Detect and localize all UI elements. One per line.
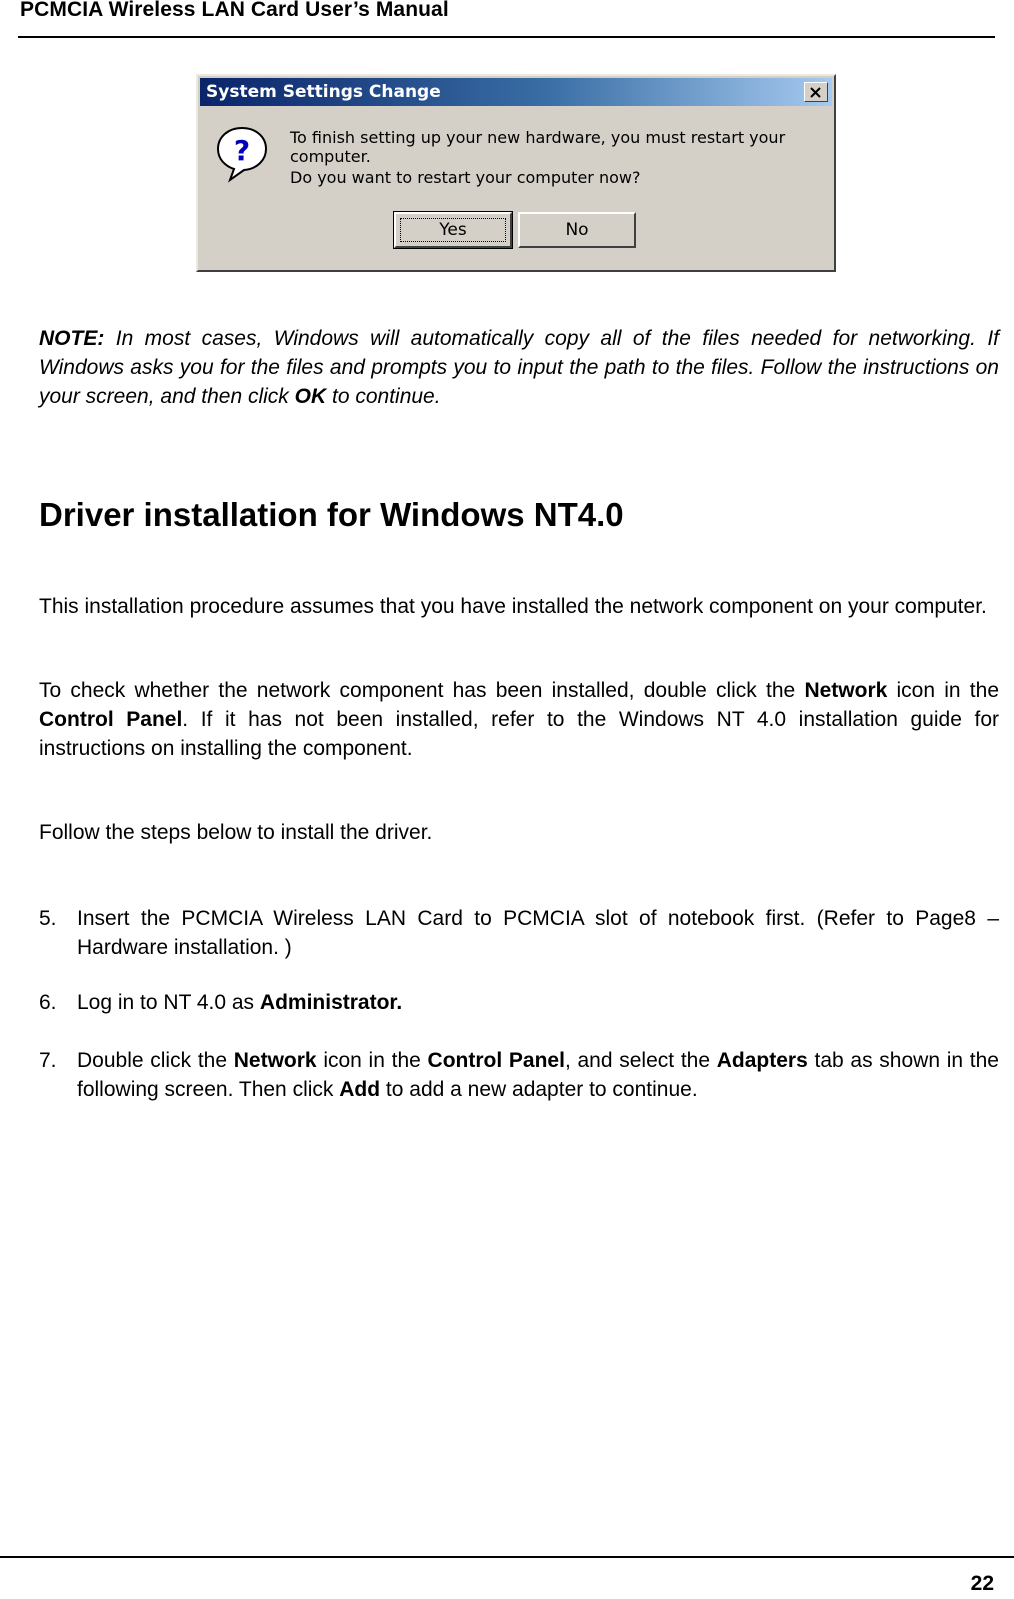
header-rule [18, 36, 995, 38]
note-ok: OK [294, 385, 327, 408]
step-number: 5. [39, 907, 57, 930]
note-paragraph [39, 324, 999, 411]
step-7-part5: to add a new adapter to continue. [385, 1078, 698, 1101]
no-button[interactable] [518, 212, 636, 248]
check-paragraph [39, 676, 999, 763]
focus-rect [400, 218, 506, 242]
step-text: Insert the PCMCIA Wireless LAN Card to PCMCIA slot of notebook first. (Refer to Page8 – Hardware installation. ) [77, 907, 999, 959]
check-control-panel: Control Panel [39, 708, 183, 731]
note-text-end: to continue. [331, 385, 441, 408]
question-icon [214, 124, 270, 184]
dialog-title: System Settings Change [206, 82, 441, 102]
section-heading: Driver installation for Windows NT4.0 [39, 496, 624, 533]
dialog-message-question: Do you want to restart your computer now? [290, 168, 641, 187]
step-number: 6. [39, 991, 57, 1014]
step-text [77, 1046, 999, 1104]
footer-rule [0, 1556, 1014, 1558]
check-text-2: icon in the [896, 679, 999, 702]
step-7-part4: tab as shown in the following screen. Then click [77, 1049, 999, 1101]
yes-button-label: Yes [439, 220, 467, 240]
step-7-network: Network [233, 1049, 317, 1072]
step-7-part1: Double click the [77, 1049, 228, 1072]
close-button[interactable] [804, 82, 828, 102]
follow-paragraph: Follow the steps below to install the driver. [39, 821, 433, 844]
page-number: 22 [970, 1572, 994, 1595]
svg-text:?: ? [233, 134, 251, 167]
yes-button[interactable] [394, 212, 512, 248]
page-header-title: PCMCIA Wireless LAN Card User’s Manual [20, 0, 449, 21]
note-text: In most cases, Windows will automatically copy all of the files needed for networking. If Windows asks you for the files and prompts you to input the path to the files. Follow the instructions on your screen, and then click [39, 327, 999, 408]
check-text-3: . If it has not been installed, refer to the Windows NT 4.0 installation guide for instructions on installing the component. [39, 708, 999, 760]
no-button-label: No [565, 220, 589, 240]
step-6-bold: Administrator. [259, 991, 403, 1014]
intro-paragraph: This installation procedure assumes that you have installed the network component on your computer. [39, 595, 987, 618]
step-7-part3: , and select the [564, 1049, 711, 1072]
dialog-titlebar[interactable] [200, 78, 832, 106]
check-text-1: To check whether the network component has been installed, double click the [39, 679, 796, 702]
step-6-text: Log in to NT 4.0 as [77, 991, 255, 1014]
step-number: 7. [39, 1049, 57, 1072]
step-7-control-panel: Control Panel [427, 1049, 565, 1072]
step-text [77, 988, 999, 1017]
note-label: NOTE: [39, 327, 105, 350]
dialog-message-restart: To finish setting up your new hardware, you must restart your computer. [290, 128, 786, 166]
step-7-part2: icon in the [323, 1049, 421, 1072]
system-settings-change-dialog [196, 74, 836, 272]
step-7-adapters: Adapters [716, 1049, 808, 1072]
close-icon [805, 84, 827, 102]
check-network: Network [804, 679, 888, 702]
step-7-add: Add [339, 1078, 381, 1101]
